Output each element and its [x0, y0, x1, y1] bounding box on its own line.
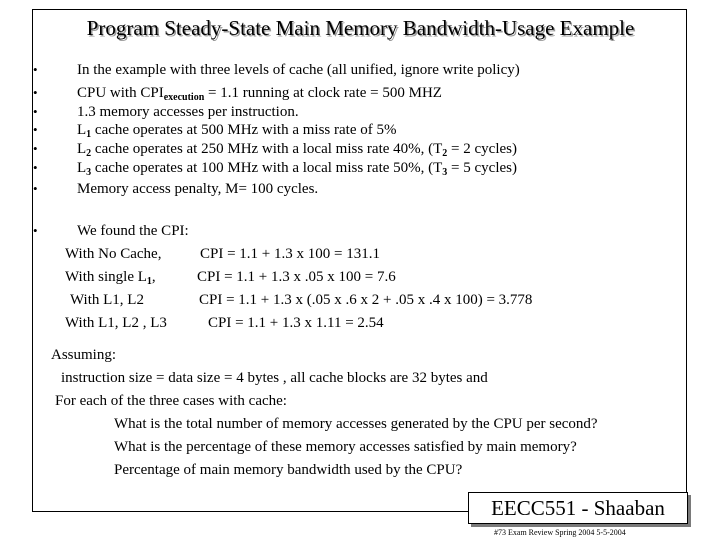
- bullet-item: Memory access penalty, M= 100 cycles.: [77, 181, 319, 197]
- question: Percentage of main memory bandwidth used by the CPU?: [114, 462, 463, 478]
- assuming-line: For each of the three cases with cache:: [55, 393, 287, 409]
- cpi-row-formula: CPI = 1.1 + 1.3 x .05 x 100 = 7.6: [197, 269, 396, 285]
- bullet-marker: •: [33, 104, 38, 119]
- cpi-row-formula: CPI = 1.1 + 1.3 x 1.11 = 2.54: [208, 315, 384, 331]
- assuming-heading: Assuming:: [51, 347, 117, 363]
- bullet-marker: •: [33, 160, 38, 175]
- bullet-marker: •: [33, 223, 38, 238]
- question: What is the total number of memory accesses generated by the CPU per second?: [114, 416, 598, 432]
- assuming-line: instruction size = data size = 4 bytes , all cache blocks are 32 bytes and: [61, 370, 488, 386]
- slide-title: Program Steady-State Main Memory Bandwidth-Usage Example: [86, 16, 635, 40]
- bullet-marker: •: [33, 141, 38, 156]
- bullet-item: CPU with $CPI_{execution} = 1.1$ running at clock rate = 500 MHZ: [77, 85, 442, 103]
- bullet-marker: •: [33, 181, 38, 196]
- cpi-row-formula: CPI = 1.1 + 1.3 x 100 = 131.1: [200, 246, 380, 262]
- slide-info: #73 Exam Review Spring 2004 5-5-2004: [494, 528, 626, 537]
- bullet-item: $L_3$ cache operates at 100 MHz with a local miss rate 50%, ($T_3 = 5$ cycles): [77, 160, 517, 178]
- cpi-row-label: With L1, L2 , L3: [65, 315, 167, 331]
- bullet-item: $L_1$ cache operates at 500 MHz with a miss rate of 5%: [77, 122, 397, 140]
- course-footer-box: [468, 492, 688, 524]
- cpi-row-label: With L1, L2: [70, 292, 144, 308]
- bullet-item: In the example with three levels of cache (all unified, ignore write policy): [77, 62, 520, 78]
- question: What is the percentage of these memory accesses satisfied by main memory?: [114, 439, 577, 455]
- course-title: EECC551 - Shaaban: [491, 496, 665, 520]
- cpi-row-formula: CPI = 1.1 + 1.3 x (.05 x .6 x 2 + .05 x .4 x 100) = 3.778: [199, 292, 533, 308]
- bullet-item: $L_2$ cache operates at 250 MHz with a local miss rate 40%, ($T_2 = 2$ cycles): [77, 141, 517, 159]
- cpi-row-label: With No Cache,: [65, 246, 162, 262]
- bullet-marker: •: [33, 85, 38, 100]
- bullet-marker: •: [33, 122, 38, 137]
- bullet-item: 1.3 memory accesses per instruction.: [77, 104, 299, 120]
- cpi-row-label: With single $L_1$,: [65, 269, 156, 287]
- found-heading: We found the CPI:: [77, 223, 189, 239]
- bullet-marker: •: [33, 62, 38, 77]
